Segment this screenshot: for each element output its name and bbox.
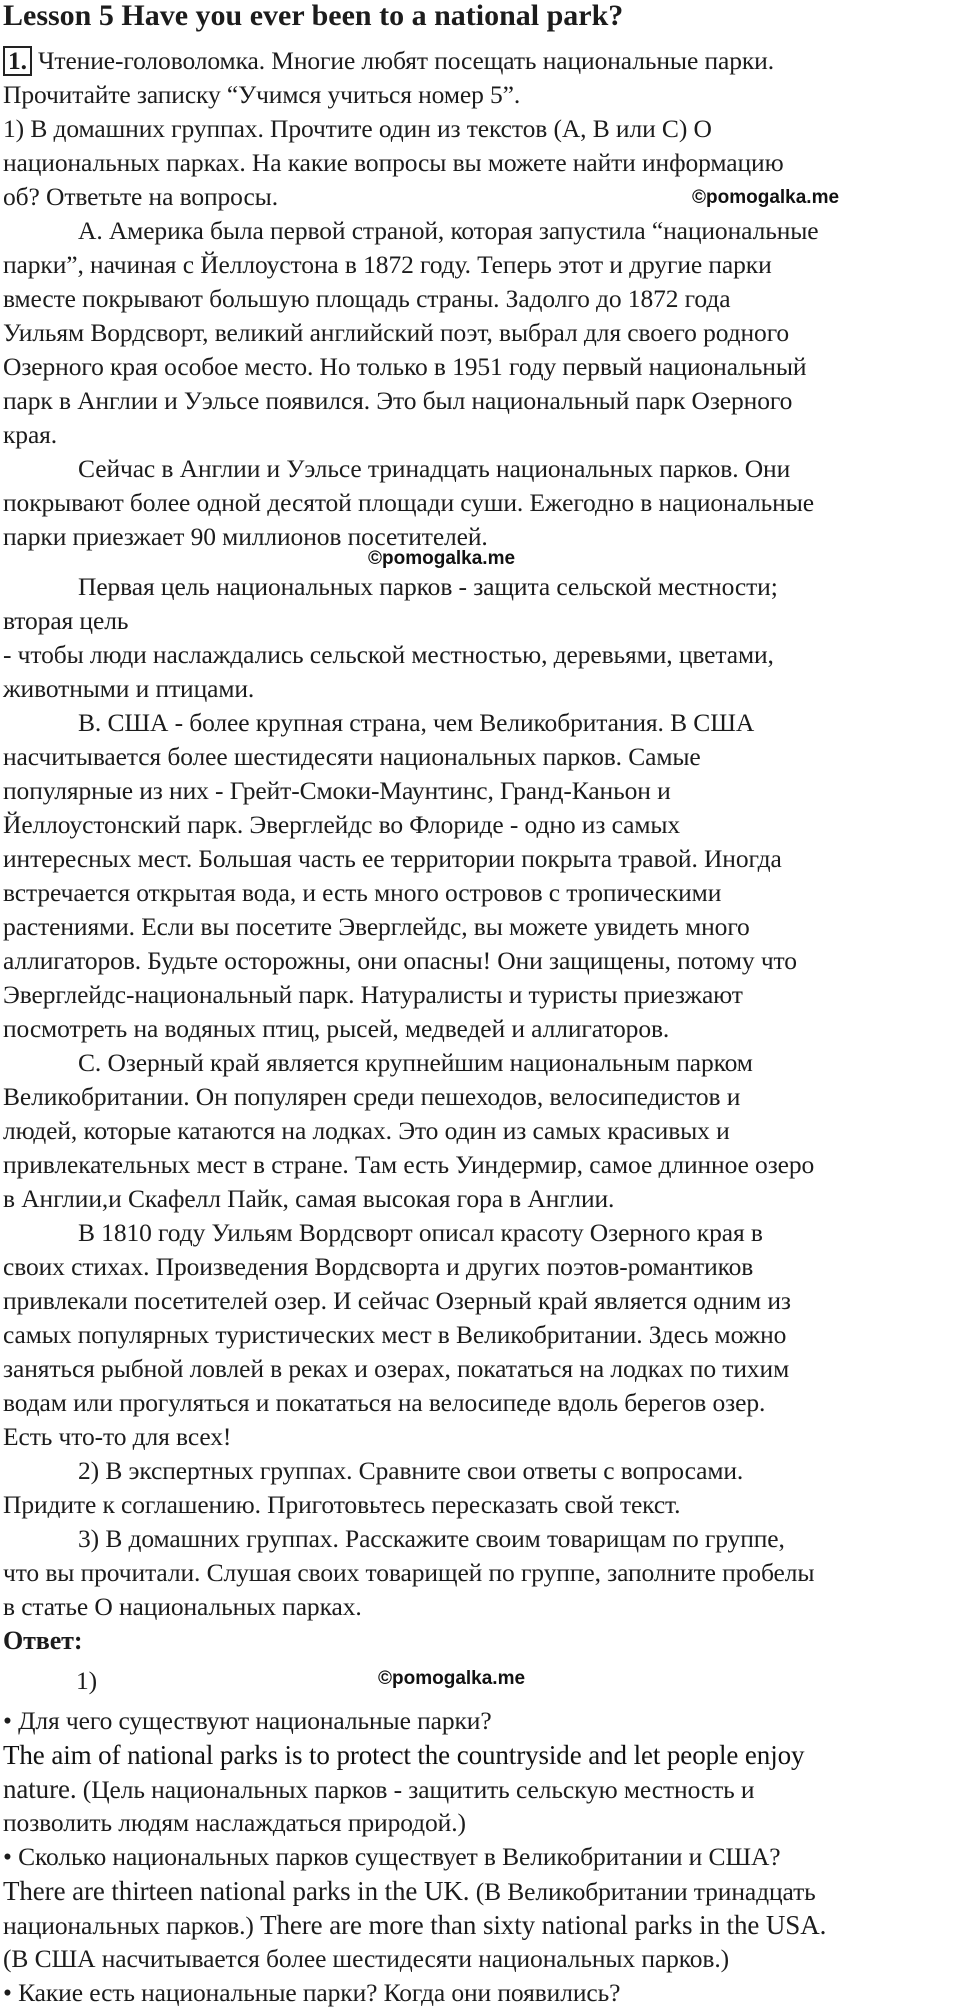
text-c-line: в Англии,и Скафелл Пайк, самая высокая гора в Англии. xyxy=(3,1184,615,1213)
text-b-line: посмотреть на водяных птиц, рысей, медведей и аллигаторов. xyxy=(3,1014,670,1043)
lesson-title: Lesson 5 Have you ever been to a national park? xyxy=(3,0,624,32)
answer-en: nature. xyxy=(3,1774,77,1804)
answer-ru-line: позволить людям наслаждаться природой.) xyxy=(3,1808,466,1837)
step-line: в статье О национальных парках. xyxy=(3,1592,362,1621)
text-a-line: парки”, начиная с Йеллоустона в 1872 году. Теперь этот и другие парки xyxy=(3,250,772,279)
text-c-line: своих стихах. Произведения Вордсворта и других поэтов-романтиков xyxy=(3,1252,754,1281)
step-line: 3) В домашних группах. Расскажите своим товарищам по группе, xyxy=(78,1524,785,1553)
question-line: • Какие есть национальные парки? Когда они появились? xyxy=(3,1978,621,2007)
task-line: Прочитайте записку “Учимся учиться номер 5”. xyxy=(3,80,521,109)
text-a-line: животными и птицами. xyxy=(3,674,255,703)
task-line: 1) В домашних группах. Прочтите один из текстов (A, B или C) О xyxy=(3,114,712,143)
text-a-line: Первая цель национальных парков - защита сельской местности; xyxy=(78,572,778,601)
step-line: 2) В экспертных группах. Сравните свои ответы с вопросами. xyxy=(78,1456,744,1485)
text-c-line: заняться рыбной ловлей в реках и озерах, покататься на лодках по тихим xyxy=(3,1354,790,1383)
text-c-line: водам или прогуляться и покататься на велосипеде вдоль берегов озер. xyxy=(3,1388,766,1417)
text-c-line: C. Озерный край является крупнейшим национальным парком xyxy=(78,1048,753,1077)
text-a-line: Сейчас в Англии и Уэльсе тринадцать национальных парков. Они xyxy=(78,454,791,483)
question-line: • Для чего существуют национальные парки? xyxy=(3,1706,492,1735)
answer-line xyxy=(3,1874,816,1909)
text-a-line: края. xyxy=(3,420,58,449)
text-b-line: Йеллоустонский парк. Эверглейдс во Флориде - одно из самых xyxy=(3,810,681,839)
text-c-line: самых популярных туристических мест в Великобритании. Здесь можно xyxy=(3,1320,787,1349)
watermark: ©pomogalka.me xyxy=(368,548,516,569)
answer-line xyxy=(3,1772,754,1807)
task-line: об? Ответьте на вопросы. xyxy=(3,182,278,211)
answer-ru-line: (В США насчитывается более шестидесяти национальных парков.) xyxy=(3,1944,730,1973)
text-a-line: вторая цель xyxy=(3,606,129,635)
text-c-line: привлекали посетителей озер. И сейчас Озерный край является одним из xyxy=(3,1286,791,1315)
watermark: ©pomogalka.me xyxy=(378,1668,526,1689)
text-b-line: B. США - более крупная страна, чем Великобритания. В США xyxy=(78,708,755,737)
text-b-line: растениями. Если вы посетите Эверглейдс, вы можете увидеть много xyxy=(3,912,750,941)
answer-ru: национальных парков.) xyxy=(3,1911,254,1940)
watermark: ©pomogalka.me xyxy=(692,187,840,208)
text-c-line: Есть что-то для всех! xyxy=(3,1422,232,1451)
answer-en: There are thirteen national parks in the UK. xyxy=(3,1876,470,1906)
text-b-line: популярные из них - Грейт-Смоки-Маунтинс, Гранд-Каньон и xyxy=(3,776,671,805)
step-line: Придите к соглашению. Приготовьтесь пересказать свой текст. xyxy=(3,1490,681,1519)
text-a-line: A. Америка была первой страной, которая запустила “национальные xyxy=(78,216,819,245)
answer-en-line: The aim of national parks is to protect the countryside and let people enjoy xyxy=(3,1740,805,1770)
answer-ru: (В Великобритании тринадцать xyxy=(475,1877,816,1906)
answer-number: 1) xyxy=(76,1666,98,1695)
text-a-line: покрывают более одной десятой площади суши. Ежегодно в национальные xyxy=(3,488,814,517)
task-line xyxy=(3,44,774,78)
answer-en: There are more than sixty national parks in the USA. xyxy=(260,1910,827,1940)
text-c-line: Великобритании. Он популярен среди пешеходов, велосипедистов и xyxy=(3,1082,741,1111)
text-b-line: аллигаторов. Будьте осторожны, они опасны! Они защищены, потому что xyxy=(3,946,797,975)
text-a-line: вместе покрывают большую площадь страны. Задолго до 1872 года xyxy=(3,284,731,313)
text-c-line: В 1810 году Уильям Вордсворт описал красоту Озерного края в xyxy=(78,1218,763,1247)
answer-line xyxy=(3,1908,826,1943)
text-c-line: привлекательных мест в стране. Там есть Уиндермир, самое длинное озеро xyxy=(3,1150,815,1179)
text-b-line: встречается открытая вода, и есть много островов с тропическими xyxy=(3,878,722,907)
answer-label: Ответ: xyxy=(3,1626,83,1655)
text-b-line: Эверглейдс-национальный парк. Натуралисты и туристы приезжают xyxy=(3,980,743,1009)
task-number: 1. xyxy=(3,46,32,76)
text-b-line: насчитывается более шестидесяти национальных парков. Самые xyxy=(3,742,701,771)
text-c-line: людей, которые катаются на лодках. Это один из самых красивых и xyxy=(3,1116,730,1145)
text-a-line: - чтобы люди наслаждались сельской местностью, деревьями, цветами, xyxy=(3,640,774,669)
text-b-line: интересных мест. Большая часть ее территории покрыта травой. Иногда xyxy=(3,844,782,873)
text-a-line: парки приезжает 90 миллионов посетителей. xyxy=(3,522,488,551)
text-a-line: Озерного края особое место. Но только в 1951 году первый национальный xyxy=(3,352,807,381)
text-a-line: Уильям Вордсворт, великий английский поэт, выбрал для своего родного xyxy=(3,318,790,347)
text-a-line: парк в Англии и Уэльсе появился. Это был национальный парк Озерного xyxy=(3,386,793,415)
task-text: Чтение-головоломка. Многие любят посещать национальные парки. xyxy=(37,46,774,75)
task-line: национальных парках. На какие вопросы вы можете найти информацию xyxy=(3,148,784,177)
answer-ru: (Цель национальных парков - защитить сельскую местность и xyxy=(82,1775,755,1804)
question-line: • Сколько национальных парков существует в Великобритании и США? xyxy=(3,1842,781,1871)
step-line: что вы прочитали. Слушая своих товарищей по группе, заполните пробелы xyxy=(3,1558,815,1587)
